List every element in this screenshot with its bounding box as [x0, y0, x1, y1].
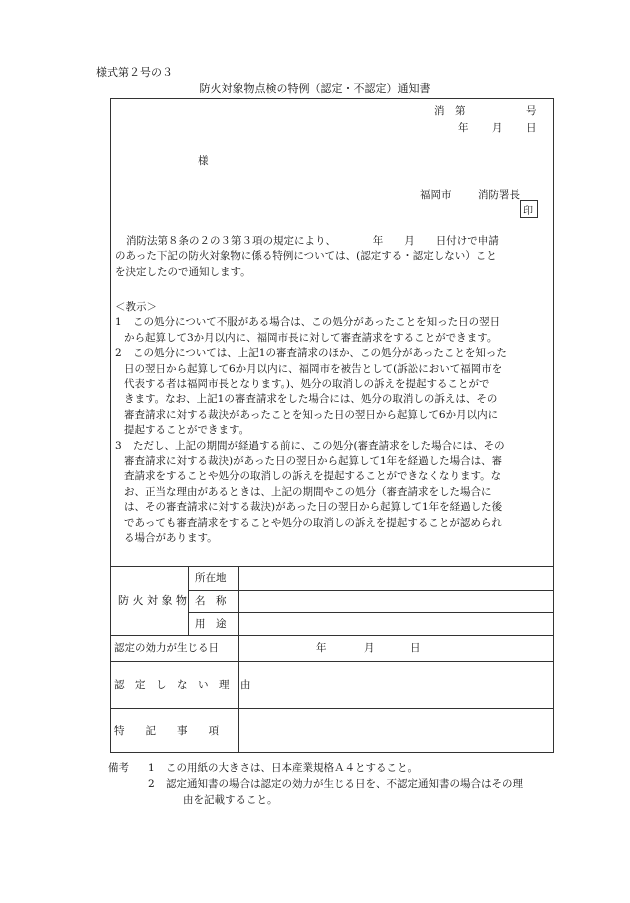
instructions: [115, 300, 551, 547]
form-title: 防火対象物点検の特例（認定・不認定）通知書: [199, 82, 431, 95]
instruction-line: から起算して3か月以内に、福岡市長に対して審査請求をすることができます。: [124, 331, 498, 344]
remark-text-cont: 由を記載すること。: [183, 794, 278, 806]
instruction-line: きます。なお、上記1の審査請求をした場合には、処分の取消しの訴えは、その: [124, 393, 498, 406]
name-label: 名 称: [195, 595, 227, 607]
table-rule: [188, 590, 554, 591]
instruction-line: 審査請求に対する裁決があったことを知った日の翌日から起算して6か月以内に: [124, 408, 499, 421]
table-rule: [110, 661, 554, 662]
instruction-line: ただし、上記の期間が経過する前に、この処分(審査請求をした場合には、その: [133, 439, 505, 452]
effective-date-label: 認定の効力が生じる日: [114, 642, 219, 654]
instructions-heading: ＜教示＞: [115, 301, 157, 313]
use-label: 用 途: [195, 618, 227, 630]
instruction-line: 審査請求に対する裁決)があった日の翌日から起算して1年を経過した場合は、審: [124, 455, 503, 468]
instruction-item-2: [115, 346, 551, 438]
effective-day: 日: [410, 642, 421, 654]
remarks-heading: 備考: [108, 762, 129, 774]
instruction-num: 2: [115, 347, 122, 360]
effective-month: 月: [364, 642, 375, 654]
instruction-line: であっても審査請求をすることや処分の取消しの訴えを提起することが認められ: [124, 516, 502, 529]
notice-number-prefix: 消 第: [434, 105, 466, 117]
instruction-line: この処分について不服がある場合は、この処分があったことを知った日の翌日: [133, 316, 501, 329]
remark-text: 認定通知書の場合は認定の効力が生じる日を、不認定通知書の場合はその理: [166, 778, 523, 790]
table-rule: [188, 566, 189, 635]
special-notes-label: 特 記 事 項: [114, 725, 219, 737]
notice-body-line: を決定したので通知します。: [115, 265, 251, 278]
instruction-num: 1: [115, 316, 122, 329]
notice-body-line: 消防法第８条の２の３第３項の規定により、 年 月 日付けで申請: [126, 235, 499, 247]
notice-date-year: 年: [458, 122, 469, 134]
instruction-num: 3: [115, 439, 122, 452]
notice-body-line: のあった下記の防火対象物に係る特例については、(認定する・認定しない）こと: [115, 250, 497, 263]
addressee-suffix: 様: [198, 155, 209, 167]
remark-text: この用紙の大きさは、日本産業規格Ａ４とすること。: [166, 762, 418, 774]
issuer-city: 福岡市: [420, 189, 452, 201]
remark-num: 1: [148, 762, 155, 774]
instruction-line: この処分については、上記1の審査請求のほか、この処分があったことを知った: [133, 347, 507, 360]
instruction-line: る場合があります。: [124, 532, 218, 545]
table-rule: [110, 708, 554, 709]
notice-date-month: 月: [492, 122, 503, 134]
seal-mark: 印: [523, 206, 533, 217]
instruction-line: お、正当な理由があるときは、上記の期間やこの処分（審査請求をした場合に: [124, 485, 492, 498]
issuer-title: 消防署長: [478, 189, 520, 201]
remark-num: 2: [148, 778, 155, 790]
table-rule: [110, 566, 554, 567]
instruction-item-3: [115, 439, 551, 547]
location-label: 所在地: [195, 572, 227, 584]
reason-label: 認 定 し な い 理 由: [114, 679, 251, 691]
form-code: 様式第２号の３: [96, 66, 173, 79]
object-label: 防 火 対 象 物: [118, 594, 187, 607]
effective-year: 年: [316, 642, 327, 654]
instruction-line: 日の翌日から起算して6か月以内に、福岡市を被告として(訴訟において福岡市を: [124, 362, 503, 375]
instruction-line: は、その審査請求に対する裁決)があった日の翌日から起算して1年を経過した後: [124, 501, 503, 514]
instruction-line: 提起することができます。: [124, 424, 250, 437]
table-rule: [188, 612, 554, 613]
notice-number-suffix: 号: [526, 105, 537, 117]
instruction-line: 代表する者は福岡市長となります。)、処分の取消しの訴えを提起することがで: [124, 378, 490, 391]
notice-body: [115, 234, 551, 280]
notice-date-day: 日: [526, 122, 537, 134]
table-rule: [110, 635, 554, 636]
table-rule: [238, 566, 239, 753]
instruction-item-1: [115, 315, 551, 346]
instruction-line: 査請求をすることや処分の取消しの訴えを提起することができなくなります。な: [124, 470, 502, 483]
